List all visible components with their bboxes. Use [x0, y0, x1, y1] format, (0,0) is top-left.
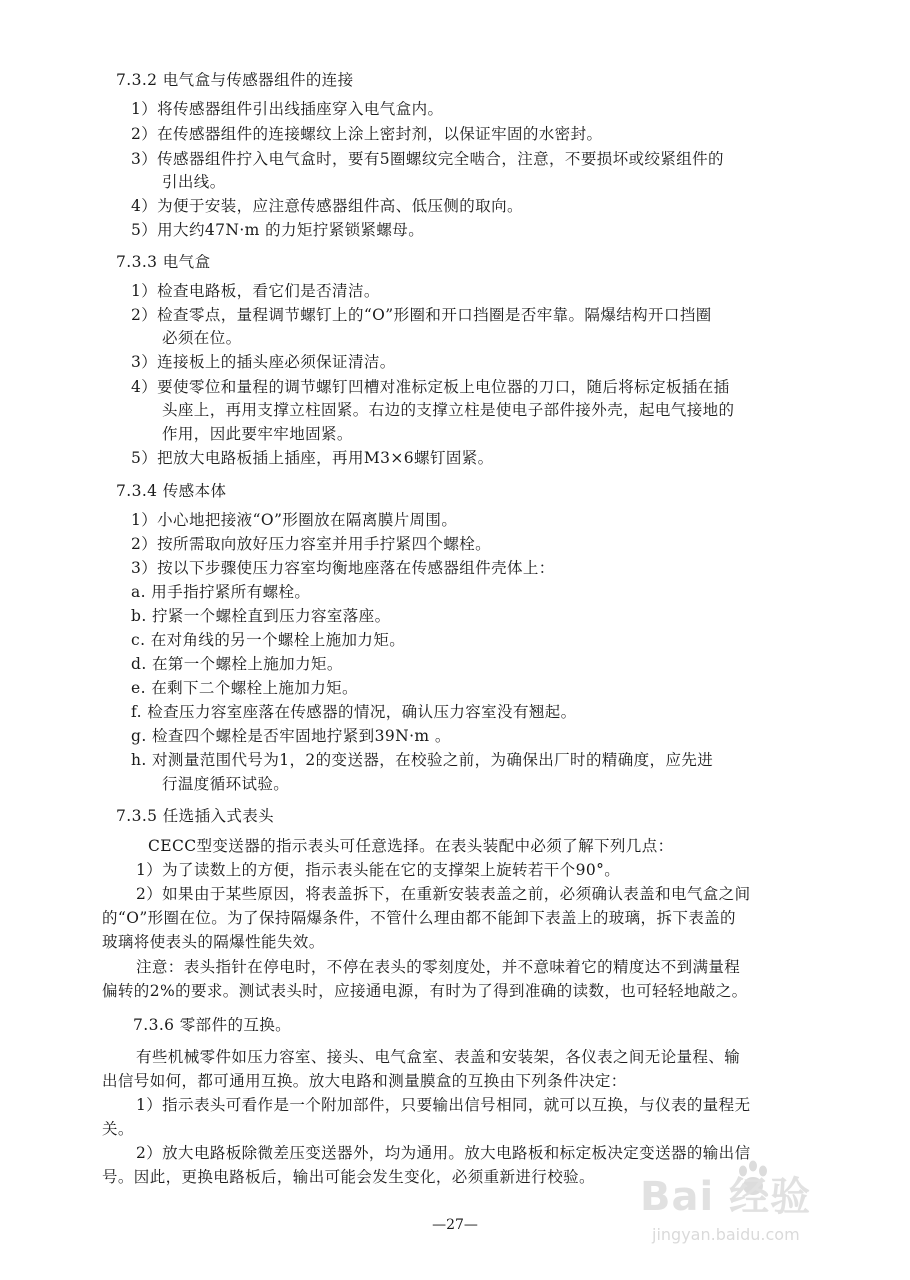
text-line: 1）指示表头可看作是一个附加部件，只要输出信号相同，就可以互换，与仪表的量程无 [136, 1096, 751, 1114]
text-line: 有些机械零件如压力容室、接头、电气盒室、表盖和安装架，各仪表之间无论量程、输 [136, 1048, 741, 1066]
text-line: 出信号如何，都可通用互换。放大电路和测量膜盒的互换由下列条件决定： [102, 1072, 627, 1090]
text-line: 3）连接板上的插头座必须保证清洁。 [131, 353, 396, 371]
text-line: 偏转的2%的要求。测试表头时，应接通电源，有时为了得到准确的读数，也可轻轻地敲之。 [102, 982, 748, 1000]
text-line: 号。因此，更换电路板后，输出可能会发生变化，必须重新进行校验。 [102, 1168, 595, 1186]
text-line: 的“O”形圈在位。为了保持隔爆条件，不管什么理由都不能卸下表盖上的玻璃，拆下表盖的 [102, 909, 736, 927]
text-line: 关。 [102, 1120, 134, 1138]
text-line: e. 在剩下二个螺栓上施加力矩。 [131, 679, 358, 697]
page-number: —27— [432, 1217, 478, 1233]
watermark-url: jingyan.baidu.com [652, 1225, 800, 1244]
section-heading-7-3-4: 7.3.4 传感本体 [116, 482, 227, 500]
text-line: a. 用手指拧紧所有螺栓。 [131, 583, 311, 601]
text-line: 2）按所需取向放好压力容室并用手拧紧四个螺栓。 [131, 535, 492, 553]
text-line: f. 检查压力容室座落在传感器的情况，确认压力容室没有翘起。 [131, 703, 577, 721]
watermark-brand: Bai 经验 [640, 1174, 812, 1220]
text-line: 必须在位。 [162, 329, 242, 347]
text-line: 3）按以下步骤使压力容室均衡地座落在传感器组件壳体上： [131, 559, 555, 577]
text-line: 2）检查零点，量程调节螺钉上的“O”形圈和开口挡圈是否牢靠。隔爆结构开口挡圈 [131, 306, 712, 324]
text-line: b. 拧紧一个螺栓直到压力容室落座。 [131, 607, 391, 625]
text-line: c. 在对角线的另一个螺栓上施加力矩。 [131, 631, 406, 649]
text-line: 2）放大电路板除微差压变送器外，均为通用。放大电路板和标定板决定变送器的输出信 [136, 1144, 751, 1162]
text-line: 作用，因此要牢牢地固紧。 [162, 425, 353, 443]
text-line: 引出线。 [162, 173, 226, 191]
text-line: 1）检查电路板，看它们是否清洁。 [131, 282, 380, 300]
text-line: 注意：表头指针在停电时，不停在表头的零刻度处，并不意味着它的精度达不到满量程 [136, 958, 741, 976]
text-line: 2）如果由于某些原因，将表盖拆下，在重新安装表盖之前，必须确认表盖和电气盒之间 [136, 885, 751, 903]
section-heading-7-3-2: 7.3.2 电气盒与传感器组件的连接 [116, 71, 354, 89]
text-line: 4）为便于安装，应注意传感器组件高、低压侧的取向。 [131, 197, 523, 215]
text-line: 5）把放大电路板插上插座，再用M3×6螺钉固紧。 [131, 449, 494, 467]
text-line: 头座上，再用支撑立柱固紧。右边的支撑立柱是使电子部件接外壳，起电气接地的 [162, 401, 735, 419]
text-line: 1）为了读数上的方便，指示表头能在它的支撑架上旋转若干个90°。 [136, 861, 621, 879]
text-line: 2）在传感器组件的连接螺纹上涂上密封剂，以保证牢固的水密封。 [131, 125, 603, 143]
text-line: 行温度循环试验。 [162, 775, 290, 793]
text-line: 3）传感器组件拧入电气盒时，要有5圈螺纹完全啮合，注意，不要损坏或绞紧组件的 [131, 150, 724, 168]
text-line: 4）要使零位和量程的调节螺钉凹槽对准标定板上电位器的刀口，随后将标定板插在插 [131, 378, 730, 396]
text-line: g. 检查四个螺栓是否牢固地拧紧到39N·m 。 [131, 727, 451, 745]
text-line: d. 在第一个螺栓上施加力矩。 [131, 655, 343, 673]
section-heading-7-3-6: 7.3.6 零部件的互换。 [133, 1016, 292, 1034]
text-line: 玻璃将使表头的隔爆性能失效。 [102, 933, 325, 951]
section-heading-7-3-3: 7.3.3 电气盒 [116, 253, 211, 271]
text-line: CECC型变送器的指示表头可任意选择。在表头装配中必须了解下列几点： [148, 837, 674, 855]
section-heading-7-3-5: 7.3.5 任选插入式表头 [116, 807, 275, 825]
text-line: h. 对测量范围代号为1，2的变送器，在校验之前，为确保出厂时的精确度，应先进 [131, 751, 714, 769]
text-line: 1）将传感器组件引出线插座穿入电气盒内。 [131, 100, 444, 118]
text-line: 1）小心地把接液“O”形圈放在隔离膜片周围。 [131, 511, 458, 529]
watermark [640, 1155, 880, 1265]
text-line: 5）用大约47N·m 的力矩拧紧锁紧螺母。 [131, 221, 425, 239]
